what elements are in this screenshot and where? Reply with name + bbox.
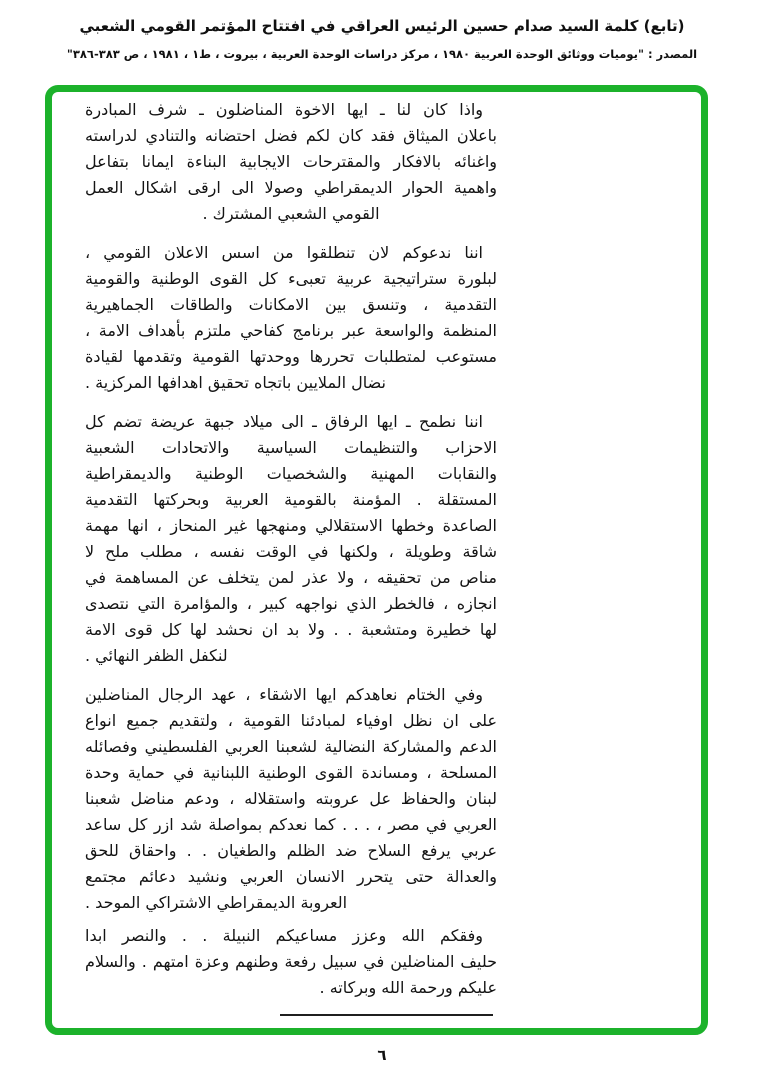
text-line: التقدمية ، وتنسق بين الامكانات والطاقات الجماهيرية: [85, 295, 497, 314]
text-line: العربي في مصر ، . . . كما نعدكم بمواصلة شد ازر كل ساعد: [85, 815, 497, 834]
text-line: المسلحة ، ومساندة القوى الوطنية اللبنانية في حماية وحدة: [85, 763, 497, 782]
text-line: الدعم والمشاركة النضالية لشعبنا العربي الفلسطيني وفصائله: [85, 737, 497, 756]
page-title: (تابع) كلمة السيد صدام حسين الرئيس العراقي في افتتاح المؤتمر القومي الشعبي: [79, 17, 685, 35]
text-line: العروبة الديمقراطي الاشتراكي الموحد .: [85, 893, 348, 912]
text-line: باعلان الميثاق فقد كان لكم فضل احتضانه والتنادي لدراسته: [85, 126, 497, 145]
text-line: واذا كان لنا ـ ايها الاخوة المناضلون ـ شرف المبادرة: [85, 100, 483, 119]
text-line: والعدالة حتى يتحرر الانسان العربي ونشيد دعائم مجتمع: [85, 867, 497, 886]
text-line: شاقة وطويلة ، ولكنها في الوقت نفسه ، مطلب ملح لا: [85, 542, 497, 561]
text-line: والنقابات المهنية والشخصيات الوطنية والديمقراطية: [85, 464, 497, 483]
text-line: مناص من تحقيقه ، ولا عذر لمن يتخلف عن المساهمة في: [85, 568, 497, 587]
text-line: انجازه ، فالخطر الذي نواجهه كبير ، والمؤامرة التي نتصدى: [85, 594, 497, 613]
text-line: وفقكم الله وعزز مساعيكم النبيلة . . والنصر ابدا: [85, 926, 483, 945]
text-line: واهمية الحوار الديمقراطي وصولا الى ارقى اشكال العمل: [85, 178, 497, 197]
paragraph: [85, 97, 497, 227]
text-line: اننا نطمح ـ ايها الرفاق ـ الى ميلاد جبهة عريضة تضم كل: [85, 412, 483, 431]
paragraph: [85, 923, 497, 1001]
text-line: عليكم ورحمة الله وبركاته .: [319, 978, 497, 997]
text-line: الاحزاب والتنظيمات السياسية والاتحادات الشعبية: [85, 438, 497, 457]
text-line: على ان نظل اوفياء لمبادئنا القومية ، ولتقديم جميع انواع: [85, 711, 497, 730]
text-line: الصاعدة وخطها الاستقلالي ومنهجها غير المنحاز ، انها مهمة: [85, 516, 497, 535]
text-line: وفي الختام نعاهدكم ايها الاشقاء ، عهد الرجال المناضلين: [85, 685, 483, 704]
paragraph: [85, 682, 497, 916]
text-body: [85, 97, 497, 1016]
paragraph: [85, 409, 497, 669]
text-line: القومي الشعبي المشترك .: [202, 204, 380, 223]
text-line: المنظمة والواسعة عبر برنامج كفاحي ملتزم بأهداف الامة ،: [85, 321, 497, 340]
page-number: ٦: [377, 1046, 387, 1064]
text-line: حليف المناضلين في سبيل رفعة وطنهم وعزة امتهم . والسلام: [85, 952, 497, 971]
text-line: لها خطيرة ومتشعبة . . ولا بد ان نحشد لها كل قوى الامة: [85, 620, 497, 639]
divider-rule: [280, 1014, 493, 1016]
text-line: عربي يرفع السلاح ضد الظلم والطغيان . . واحقاق للحق: [85, 841, 497, 860]
text-line: اننا ندعوكم لان تنطلقوا من اسس الاعلان القومي ،: [85, 243, 483, 262]
text-line: لبلورة ستراتيجية عربية تعبىء كل القوى الوطنية والقومية: [85, 269, 497, 288]
text-line: المستقلة . المؤمنة بالقومية العربية وبحركتها التقدمية: [85, 490, 497, 509]
text-line: مستوعب لمتطلبات تحررها ووحدتها القومية وتقدمها لقيادة: [85, 347, 497, 366]
text-line: نضال الملايين باتجاه تحقيق اهدافها المركزية .: [85, 373, 386, 392]
text-line: واغنائه بالافكار والمقترحات الايجابية البناءة ايمانا بتفاعل: [85, 152, 497, 171]
paragraph: [85, 240, 497, 396]
text-line: لبنان والحفاظ عل عروبته واستقلاله ، ودعم مناضل شعبنا: [85, 789, 497, 808]
source-citation: المصدر : "يوميات ووثائق الوحدة العربية ١٩٨٠ ، مركز دراسات الوحدة العربية ، بيروت ، ط١ ، ١٩٨١ ، ص ٣٨٣-٣٨٦": [66, 47, 698, 61]
text-line: لنكفل الظفر النهائي .: [85, 646, 228, 665]
